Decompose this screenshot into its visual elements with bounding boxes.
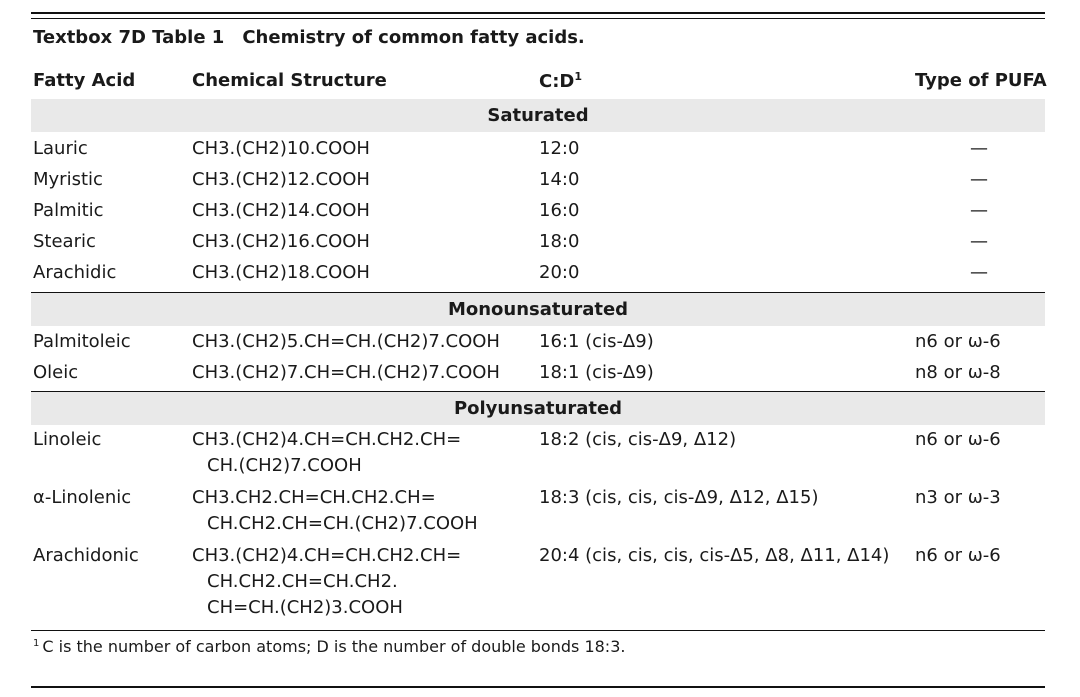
structure-line: CH3.(CH2)4.CH=CH.CH2.CH= bbox=[192, 545, 462, 566]
fatty-acid-name: Oleic bbox=[33, 362, 79, 383]
chemical-structure bbox=[192, 198, 532, 224]
table-caption bbox=[33, 27, 585, 48]
carbon-double-bond-ratio: 12:0 bbox=[539, 138, 580, 159]
structure-line: CH.CH2.CH=CH.CH2. bbox=[207, 571, 398, 592]
carbon-double-bond-ratio: 18:3 (cis, cis, cis-Δ9, Δ12, Δ15) bbox=[539, 487, 819, 508]
pufa-type: n8 or ω-8 bbox=[915, 362, 1001, 383]
fatty-acid-name: Stearic bbox=[33, 231, 96, 252]
structure-line: CH3.(CH2)16.COOH bbox=[192, 231, 370, 252]
fatty-acid-name: Palmitic bbox=[33, 200, 104, 221]
footnote-text: C is the number of carbon atoms; D is the number of double bonds 18:3. bbox=[42, 637, 626, 656]
structure-line: CH3.(CH2)12.COOH bbox=[192, 169, 370, 190]
table-header bbox=[31, 66, 1045, 100]
structure-line: CH3.(CH2)10.COOH bbox=[192, 138, 370, 159]
structure-line: CH3.(CH2)14.COOH bbox=[192, 200, 370, 221]
chemical-structure bbox=[192, 360, 532, 386]
caption-label: Textbox 7D Table 1 bbox=[33, 27, 225, 48]
caption-title: Chemistry of common fatty acids. bbox=[242, 27, 585, 48]
carbon-double-bond-ratio: 18:2 (cis, cis-Δ9, Δ12) bbox=[539, 429, 737, 450]
group-saturated: Saturated bbox=[31, 99, 1045, 132]
chemical-structure bbox=[192, 136, 532, 162]
group-monounsaturated: Monounsaturated bbox=[31, 293, 1045, 326]
pufa-type: n3 or ω-3 bbox=[915, 487, 1001, 508]
table-bottom-rule bbox=[31, 630, 1045, 631]
structure-line: CH.(CH2)7.COOH bbox=[207, 455, 362, 476]
fatty-acid-name: Linoleic bbox=[33, 429, 102, 450]
pufa-type: — bbox=[970, 262, 988, 283]
chemical-structure bbox=[192, 485, 532, 537]
pufa-type: n6 or ω-6 bbox=[915, 545, 1001, 566]
table-top-rule bbox=[31, 12, 1045, 14]
structure-line: CH.CH2.CH=CH.(CH2)7.COOH bbox=[207, 513, 478, 534]
pufa-type: n6 or ω-6 bbox=[915, 331, 1001, 352]
carbon-double-bond-ratio: 16:1 (cis-Δ9) bbox=[539, 331, 654, 352]
carbon-double-bond-ratio: 20:0 bbox=[539, 262, 580, 283]
chemical-structure bbox=[192, 427, 532, 479]
structure-line: CH3.(CH2)7.CH=CH.(CH2)7.COOH bbox=[192, 362, 500, 383]
table-top-rule-thin bbox=[31, 18, 1045, 19]
carbon-double-bond-ratio: 18:1 (cis-Δ9) bbox=[539, 362, 654, 383]
structure-line: CH3.(CH2)5.CH=CH.(CH2)7.COOH bbox=[192, 331, 500, 352]
carbon-double-bond-ratio: 18:0 bbox=[539, 231, 580, 252]
page-bottom-rule bbox=[31, 686, 1045, 688]
pufa-type: n6 or ω-6 bbox=[915, 429, 1001, 450]
header-type-of-pufa: Type of PUFA bbox=[915, 70, 1047, 91]
chemical-structure bbox=[192, 167, 532, 193]
fatty-acid-name: Palmitoleic bbox=[33, 331, 131, 352]
structure-line: CH=CH.(CH2)3.COOH bbox=[207, 597, 403, 618]
chemical-structure bbox=[192, 329, 532, 355]
chemical-structure bbox=[192, 543, 532, 621]
fatty-acid-name: Myristic bbox=[33, 169, 103, 190]
carbon-double-bond-ratio: 14:0 bbox=[539, 169, 580, 190]
header-cd: $C:D^1$ bbox=[539, 70, 583, 92]
pufa-type: — bbox=[970, 200, 988, 221]
table-footnote bbox=[33, 637, 625, 656]
fatty-acid-name: Arachidic bbox=[33, 262, 117, 283]
header-chemical-structure: Chemical Structure bbox=[192, 70, 387, 91]
structure-line: CH3.(CH2)18.COOH bbox=[192, 262, 370, 283]
pufa-type: — bbox=[970, 138, 988, 159]
carbon-double-bond-ratio: 16:0 bbox=[539, 200, 580, 221]
chemical-structure bbox=[192, 260, 532, 286]
fatty-acid-name: Lauric bbox=[33, 138, 88, 159]
pufa-type: — bbox=[970, 231, 988, 252]
carbon-double-bond-ratio: 20:4 (cis, cis, cis, cis-Δ5, Δ8, Δ11, Δ14) bbox=[539, 545, 890, 566]
fatty-acid-name: α-Linolenic bbox=[33, 487, 132, 508]
group-polyunsaturated: Polyunsaturated bbox=[31, 392, 1045, 425]
structure-line: CH3.(CH2)4.CH=CH.CH2.CH= bbox=[192, 429, 462, 450]
pufa-type: — bbox=[970, 169, 988, 190]
footnote-mark: 1 bbox=[33, 638, 40, 649]
header-fatty-acid: Fatty Acid bbox=[33, 70, 136, 91]
fatty-acid-name: Arachidonic bbox=[33, 545, 139, 566]
chemical-structure bbox=[192, 229, 532, 255]
structure-line: CH3.CH2.CH=CH.CH2.CH= bbox=[192, 487, 436, 508]
header-cd-footnote-mark: 1 bbox=[574, 70, 583, 83]
